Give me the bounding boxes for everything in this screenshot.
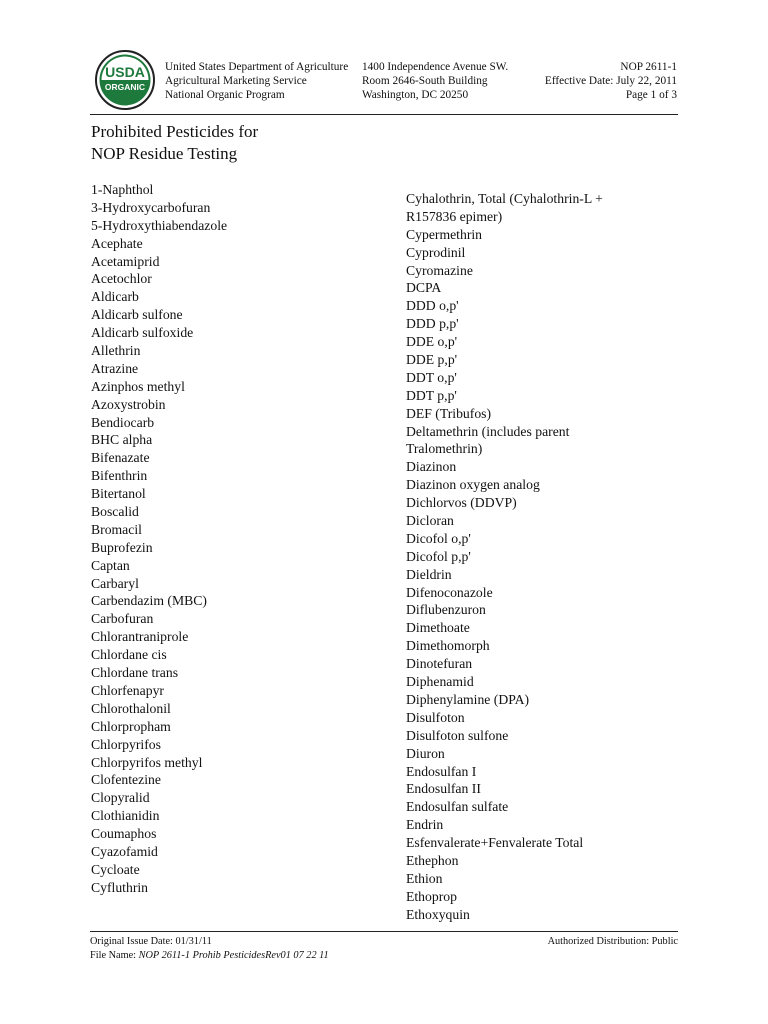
pesticide-item: DDT o,p' [406, 369, 457, 385]
pesticide-item: Tralomethrin) [406, 441, 483, 457]
pesticide-item: Ethoprop [406, 888, 457, 904]
pesticide-item: Endosulfan I [406, 763, 477, 779]
pesticide-item: Chlordane trans [91, 665, 179, 681]
footer-right [548, 935, 678, 949]
pesticide-item: Bromacil [91, 521, 142, 537]
pesticide-item: Cyhalothrin, Total (Cyhalothrin-L + [406, 191, 603, 206]
pesticide-item: DDE p,p' [406, 352, 458, 368]
pesticide-item: Coumaphos [91, 826, 157, 842]
pesticide-item: R157836 epimer) [406, 208, 503, 224]
pesticide-item: Diphenamid [406, 674, 474, 690]
pesticide-item: Chlorpyrifos methyl [91, 754, 203, 770]
title-line: NOP Residue Testing [91, 143, 238, 163]
pesticide-item: Diflubenzuron [406, 602, 486, 618]
pesticide-item: Chlorfenapyr [91, 682, 164, 698]
pesticide-item: Endosulfan II [406, 781, 481, 797]
pesticide-item: Dicloran [406, 513, 454, 529]
pesticide-item: Clopyralid [91, 790, 150, 806]
pesticide-item: Dinotefuran [406, 656, 473, 672]
pesticide-item: DDD p,p' [406, 316, 459, 332]
pesticide-item: DEF (Tribufos) [406, 405, 492, 421]
pesticide-item: Azoxystrobin [91, 396, 166, 412]
pesticide-item: Chlorpropham [91, 718, 171, 734]
pesticide-item: Bifenthrin [91, 468, 148, 484]
pesticide-item: Aldicarb sulfoxide [91, 325, 194, 341]
original-issue-date: Original Issue Date: 01/31/11 [90, 936, 212, 947]
pesticide-item: BHC alpha [91, 432, 153, 448]
pesticide-item: Diphenylamine (DPA) [406, 691, 530, 707]
page-number: Page 1 of 3 [625, 89, 677, 101]
pesticide-item: Chlorothalonil [91, 700, 171, 716]
file-name-line [90, 949, 329, 963]
pesticide-item: Bendiocarb [91, 414, 155, 430]
pesticide-item: Chlorpyrifos [91, 736, 161, 752]
pesticide-item: 1-Naphthol [91, 182, 154, 197]
pesticide-item: Acetamiprid [91, 253, 160, 269]
pesticide-item: Bifenazate [91, 450, 150, 466]
header-document-info [545, 60, 677, 102]
pesticide-item: DDT p,p' [406, 387, 457, 403]
pesticide-item: Azinphos methyl [91, 378, 185, 394]
pesticide-item: Dimethoate [406, 620, 470, 636]
pesticide-list-column-2 [406, 190, 603, 924]
header-org-line: Agricultural Marketing Service [165, 75, 307, 87]
pesticide-item: Carbendazim (MBC) [91, 593, 207, 609]
pesticide-item: Clothianidin [91, 808, 160, 824]
pesticide-item: Allethrin [91, 343, 141, 359]
pesticide-item: Aldicarb [91, 289, 139, 305]
file-name-label: File Name: [90, 950, 137, 961]
logo-organic-text: ORGANIC [104, 82, 146, 92]
pesticide-item: Chlordane cis [91, 647, 167, 663]
pesticide-item: Boscalid [91, 504, 139, 520]
pesticide-item: DDE o,p' [406, 334, 458, 350]
pesticide-item: Dichlorvos (DDVP) [406, 495, 517, 511]
pesticide-item: Chlorantraniprole [91, 629, 189, 645]
pesticide-item: Carbaryl [91, 575, 139, 591]
pesticide-item: Esfenvalerate+Fenvalerate Total [406, 835, 584, 851]
pesticide-item: Acetochlor [91, 271, 152, 287]
pesticide-item: 5-Hydroxythiabendazole [91, 217, 228, 233]
header-address-line: 1400 Independence Avenue SW. [362, 61, 509, 73]
document-number: NOP 2611-1 [620, 61, 677, 73]
pesticide-item: Endrin [406, 817, 444, 833]
file-name-value: NOP 2611-1 Prohib PesticidesRev01 07 22 11 [138, 950, 329, 961]
pesticide-item: Deltamethrin (includes parent [406, 423, 570, 439]
header-org-line: National Organic Program [165, 89, 285, 101]
header-address-line: Washington, DC 20250 [362, 89, 469, 101]
pesticide-item: Cypermethrin [406, 226, 483, 242]
pesticide-item: Diazinon oxygen analog [406, 477, 540, 493]
pesticide-item: Difenoconazole [406, 584, 493, 600]
pesticide-item: Dieldrin [406, 566, 452, 582]
distribution-notice: Authorized Distribution: Public [547, 936, 678, 947]
pesticide-item: Ethion [406, 870, 443, 886]
footer-divider [90, 931, 678, 932]
pesticide-item: Cyazofamid [91, 843, 158, 859]
pesticide-item: Cycloate [91, 861, 140, 877]
pesticide-item: Ethoxyquin [406, 906, 470, 922]
document-title [91, 121, 258, 164]
footer-left [90, 935, 329, 963]
pesticide-item: Aldicarb sulfone [91, 307, 183, 323]
pesticide-item: 3-Hydroxycarbofuran [91, 199, 211, 215]
pesticide-item: Cyromazine [406, 262, 473, 278]
pesticide-item: Dicofol p,p' [406, 548, 471, 564]
header-address-line: Room 2646-South Building [362, 75, 488, 87]
pesticide-item: Disulfoton [406, 709, 465, 725]
logo-usda-text: USDA [105, 64, 145, 80]
pesticide-item: Atrazine [91, 360, 139, 376]
pesticide-item: Disulfoton sulfone [406, 727, 509, 743]
pesticide-item: Dicofol o,p' [406, 530, 471, 546]
header-org-line: United States Department of Agriculture [165, 61, 349, 73]
pesticide-item: Bitertanol [91, 486, 146, 502]
header-organization [165, 60, 348, 102]
pesticide-item: Diuron [406, 745, 445, 761]
pesticide-item: Clofentezine [91, 772, 161, 788]
pesticide-item: DDD o,p' [406, 298, 459, 314]
pesticide-item: Carbofuran [91, 611, 154, 627]
pesticide-item: Ethephon [406, 852, 459, 868]
pesticide-item: DCPA [406, 280, 442, 296]
pesticide-item: Captan [91, 557, 130, 573]
header-address [362, 60, 508, 102]
pesticide-item: Cyfluthrin [91, 879, 149, 895]
effective-date: Effective Date: July 22, 2011 [544, 75, 677, 87]
pesticide-item: Buprofezin [91, 539, 153, 555]
usda-organic-seal-logo [95, 50, 155, 110]
pesticide-item: Endosulfan sulfate [406, 799, 509, 815]
pesticide-item: Dimethomorph [406, 638, 490, 654]
pesticide-list-column-1 [91, 181, 227, 897]
pesticide-item: Acephate [91, 235, 143, 251]
pesticide-item: Cyprodinil [406, 244, 466, 260]
header-divider [90, 114, 678, 115]
pesticide-item: Diazinon [406, 459, 457, 475]
title-line: Prohibited Pesticides for [91, 122, 259, 141]
